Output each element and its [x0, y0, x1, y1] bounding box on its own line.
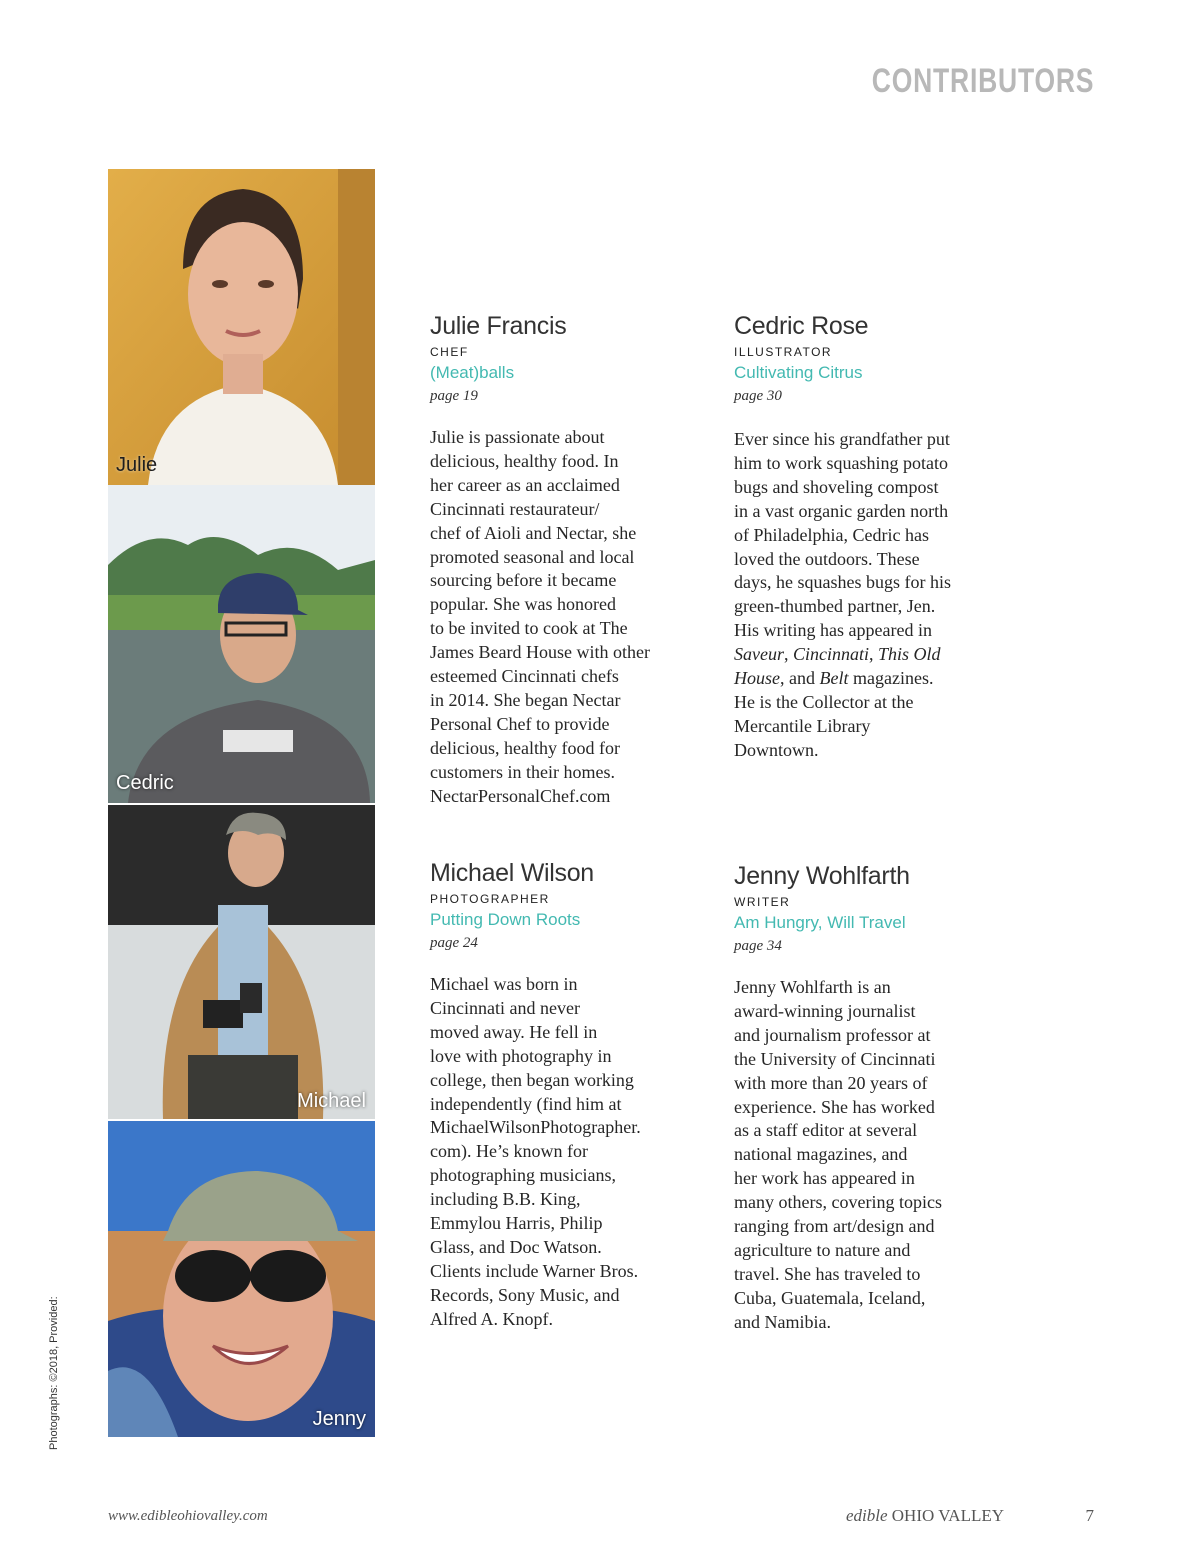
photo-julie: [108, 169, 375, 485]
portrait-cedric-image: [108, 485, 375, 803]
portrait-jenny-image: [108, 1121, 375, 1437]
contributor-name: Michael Wilson: [430, 859, 594, 887]
contributor-bio: Jenny Wohlfarth is an award-winning journalist and journalism professor at the University of Cincinnati with more than 20 years of experience. She has worked as a staff editor at several national magazines, and her work has appeared in many others, covering topics ranging from art/design and agriculture to nature and travel. She has traveled to Cuba, Guatemala, Iceland, and Namibia.: [734, 977, 942, 1332]
photo-michael: [108, 805, 375, 1119]
bio-text: ,: [868, 644, 878, 665]
contributor-name: Cedric Rose: [734, 312, 869, 340]
contributor-bio: Michael was born in Cincinnati and never moved away. He fell in love with photography in college, then began working independently (find him at MichaelWilsonPhotographer. com). He’s known for photographing musicians, including B.B. King, Emmylou Harris, Philip Glass, and Doc Watson. Clients include Warner Bros. Records, Sony Music, and Alfred A. Knopf.: [430, 974, 641, 1329]
story-link[interactable]: Putting Down Roots: [430, 910, 581, 929]
contributor-jenny: [734, 861, 984, 1335]
story-link[interactable]: Am Hungry, Will Travel: [734, 913, 906, 932]
contributor-michael: [430, 858, 680, 1332]
contributor-role: PHOTOGRAPHER: [430, 892, 550, 906]
page-reference: page 19: [430, 388, 478, 404]
photo-cedric: [108, 485, 375, 803]
contributor-role: CHEF: [430, 345, 469, 359]
magazine-name: Belt: [819, 668, 849, 689]
magazine-name: Cincinnati: [792, 644, 869, 665]
contributor-bio: Julie is passionate about delicious, healthy food. In her career as an acclaimed Cincinnati restaurateur/ chef of Aioli and Nectar, she promoted seasonal and local sourcing before it became popular. She was honored to be invited to cook at The James Beard House with other esteemed Cincinnati chefs in 2014. She began Nectar Personal Chef to provide delicious, healthy food for customers in their homes. NectarPersonalChef.com: [430, 427, 650, 806]
photo-caption-cedric: Cedric: [116, 772, 174, 794]
footer-brand-region: OHIO VALLEY: [891, 1506, 1004, 1525]
photo-caption-julie: Julie: [116, 454, 158, 476]
story-link[interactable]: (Meat)balls: [430, 363, 515, 382]
page-reference: page 24: [430, 935, 478, 951]
photo-credit: Photographs: ©2018, Provided:: [48, 1296, 60, 1450]
contributor-cedric: [734, 311, 984, 763]
contributor-julie: [430, 311, 680, 809]
photo-jenny: [108, 1121, 375, 1437]
bio-text: Ever since his grandfather put him to work squashing potato bugs and shoveling compost in a vast organic garden north of Philadelphia, Cedric has loved the outdoors. These days, he squashes bugs for his green-thumbed partner, Jen. His writing has appeared in: [734, 429, 951, 641]
footer-brand: [846, 1506, 1004, 1526]
page-number: 7: [1085, 1506, 1094, 1525]
story-link[interactable]: Cultivating Citrus: [734, 363, 863, 382]
contributor-bio: [734, 428, 984, 763]
contributor-role: WRITER: [734, 895, 791, 909]
contributor-role: ILLUSTRATOR: [734, 345, 833, 359]
bio-text: , and: [780, 668, 820, 689]
magazine-name: This Old House: [734, 644, 941, 689]
bio-text: ,: [783, 644, 793, 665]
photo-caption-michael: Michael: [297, 1090, 366, 1112]
photo-caption-jenny: Jenny: [312, 1408, 366, 1430]
footer-brand-edible: edible: [845, 1506, 888, 1525]
bio-text: magazines. He is the Collector at the Mercantile Library Downtown.: [734, 668, 934, 760]
contributor-name: Julie Francis: [430, 312, 567, 340]
page-reference: page 34: [734, 938, 782, 954]
footer-url[interactable]: www.edibleohiovalley.com: [108, 1508, 268, 1524]
portrait-michael-image: [108, 805, 375, 1119]
portrait-julie-image: [108, 169, 375, 485]
page-reference: page 30: [734, 388, 782, 404]
contributor-name: Jenny Wohlfarth: [734, 862, 910, 890]
section-title: CONTRIBUTORS: [871, 62, 1094, 100]
magazine-name: Saveur: [734, 644, 784, 665]
